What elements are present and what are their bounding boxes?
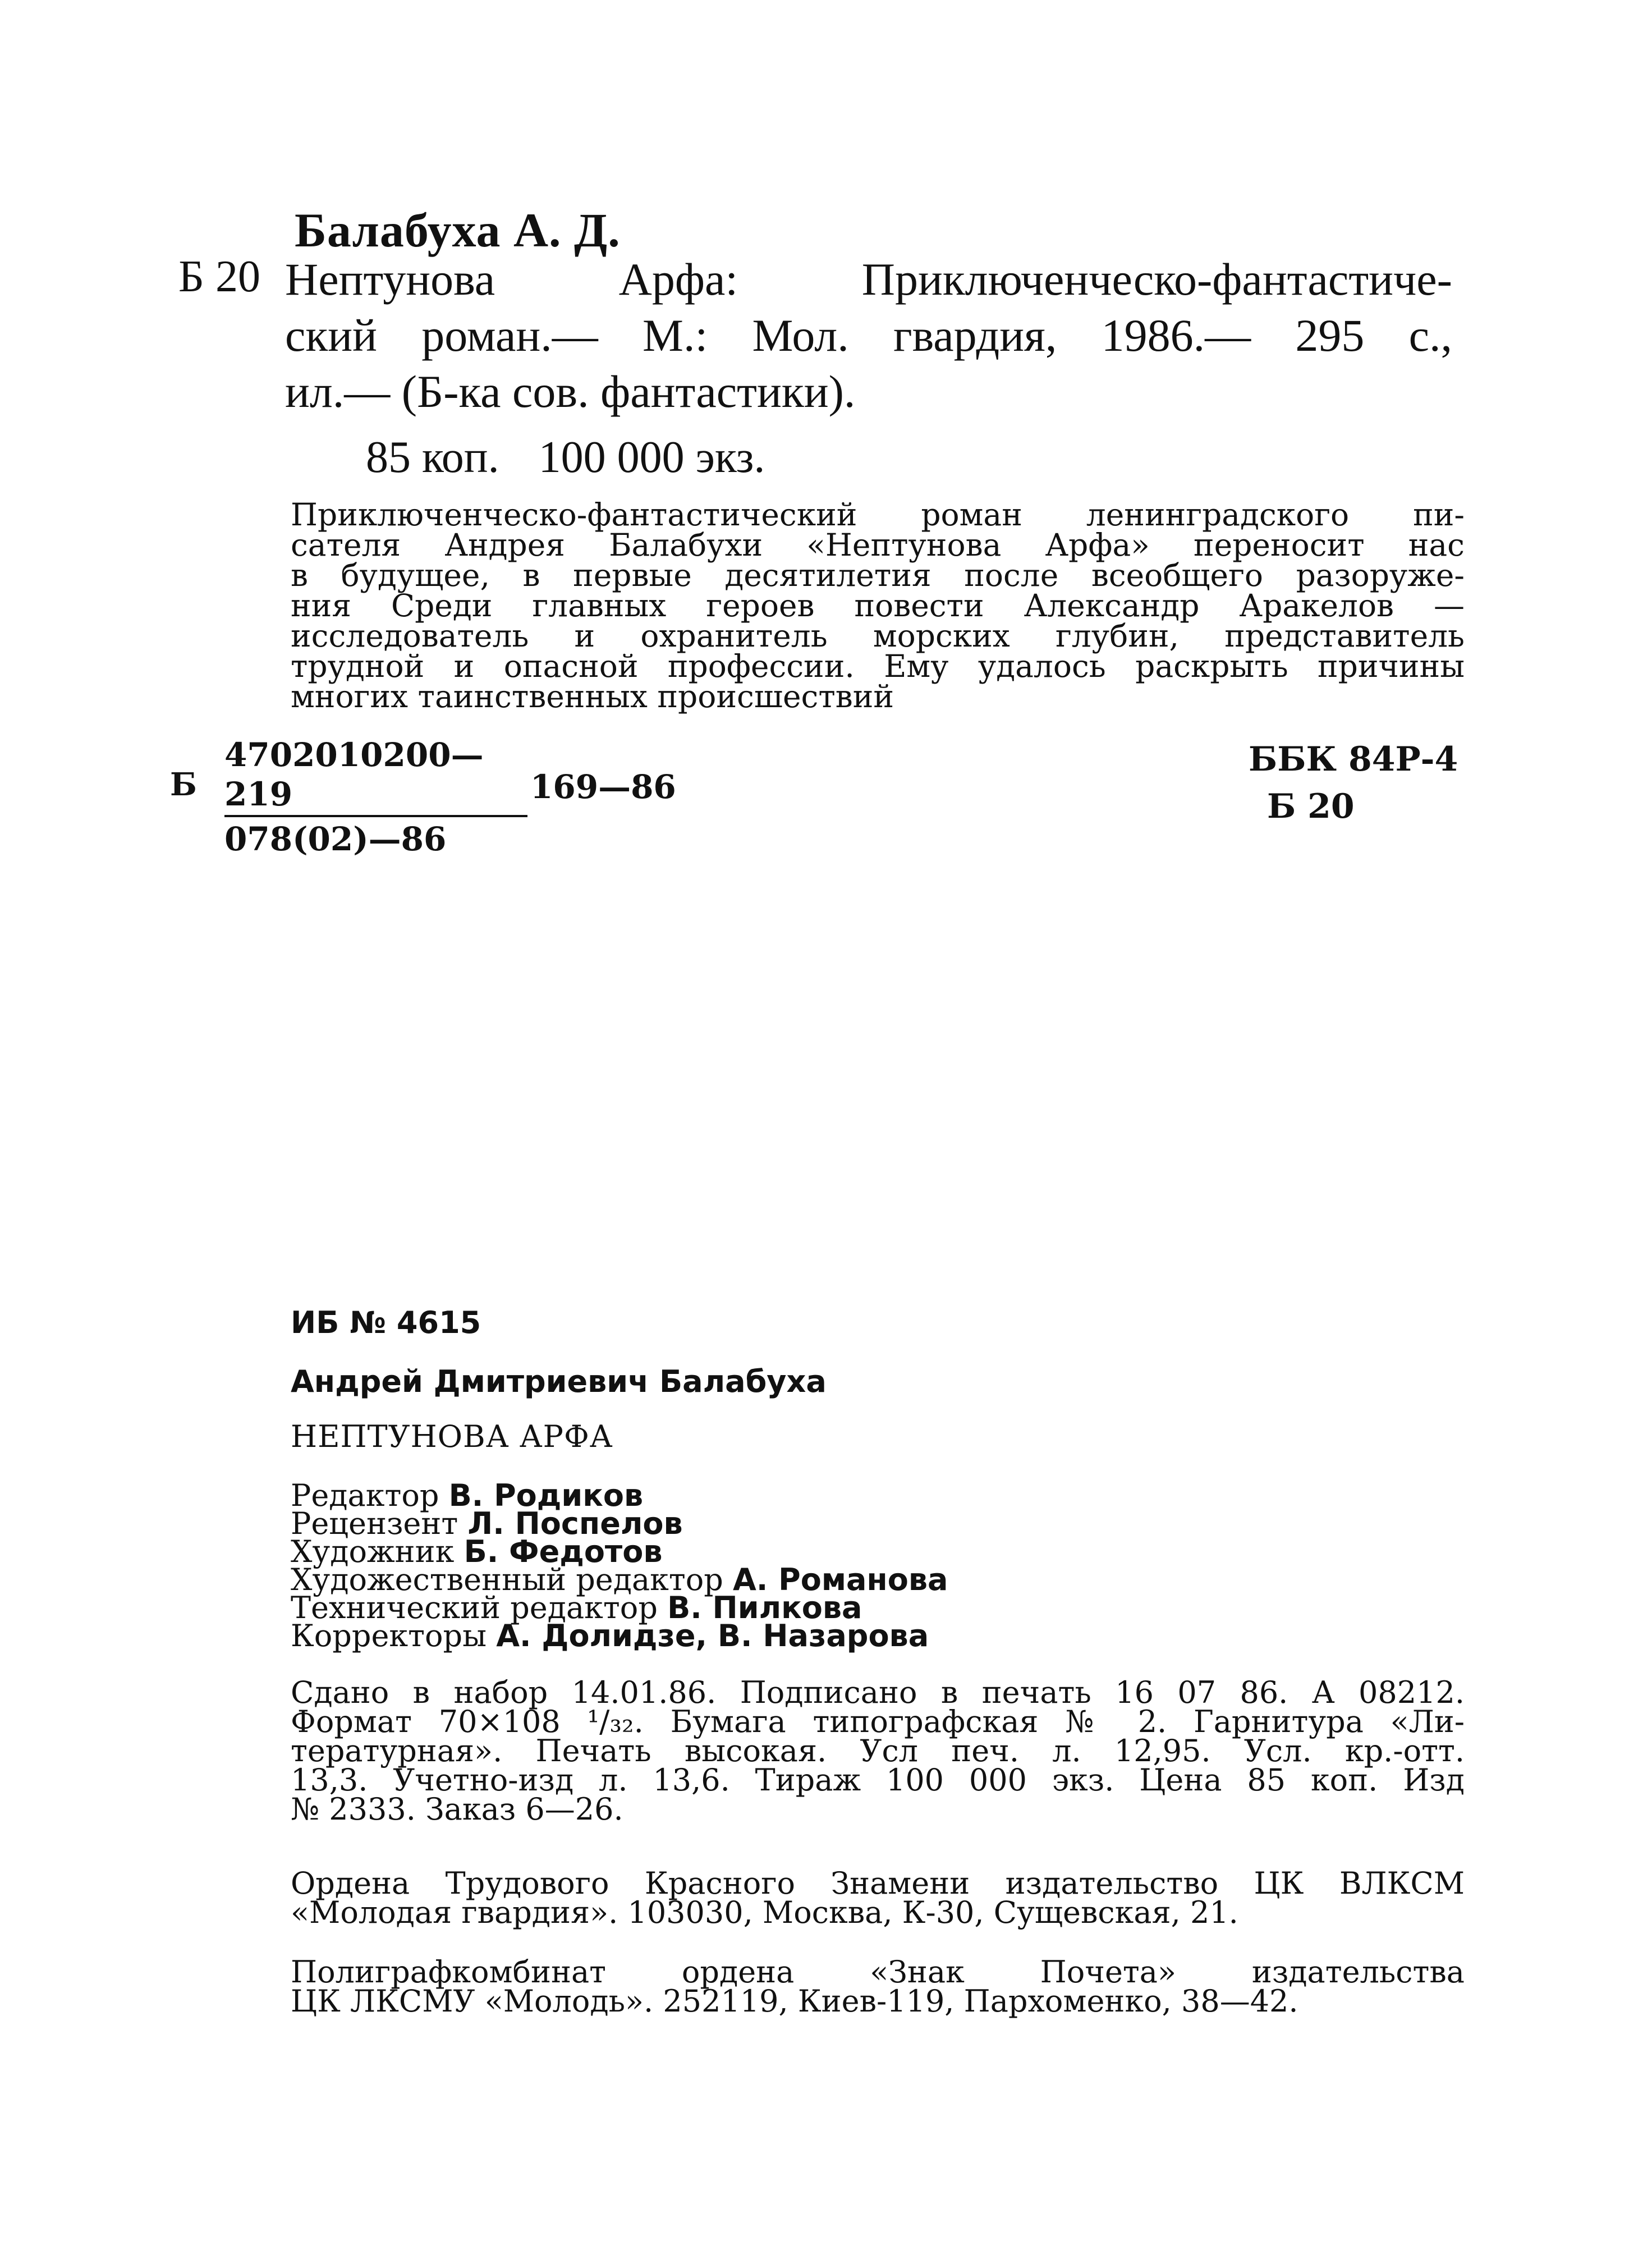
- credit-role: Корректоры: [291, 1618, 487, 1653]
- credit-role: Художник: [291, 1534, 455, 1569]
- annotation-line: в будущее, в первые десятилетия после всеобщего разоруже-: [291, 557, 1465, 593]
- production-line: 13,3. Учетно-изд л. 13,6. Тираж 100 000 экз. Цена 85 коп. Изд: [291, 1762, 1465, 1798]
- credit-name: Б. Федотов: [464, 1534, 663, 1569]
- bbk-index: ББК 84Р-4: [1249, 740, 1458, 779]
- classification-code: 169—86: [530, 768, 676, 806]
- credit-role: Редактор: [291, 1478, 439, 1513]
- credit-name: Л. Поспелов: [467, 1506, 683, 1541]
- credit-role: Технический редактор: [291, 1590, 658, 1625]
- annotation-line: трудной и опасной профессии. Ему удалось раскрыть причины: [291, 648, 1465, 684]
- credits-list: [291, 1478, 948, 1653]
- card-description-line: ский роман.— М.: Мол. гвардия, 1986.— 295 с.,: [285, 310, 1452, 361]
- publisher-details: [291, 1866, 1465, 1930]
- printer-line: Полиграфкомбинат ордена «Знак Почета» издательства: [291, 1954, 1465, 1990]
- card-print-run: 100 000 экз.: [538, 433, 765, 482]
- annotation: [291, 497, 1465, 714]
- annotation-line: многих таинственных происшествий: [291, 679, 894, 714]
- card-classification-code: Б 20: [178, 252, 260, 301]
- printer-line: ЦК ЛКСМУ «Молодь». 252119, Киев-119, Пархоменко, 38—42.: [291, 1983, 1298, 2019]
- annotation-line: ния Среди главных героев повести Александр Аракелов —: [291, 588, 1465, 624]
- credit-role: Рецензент: [291, 1506, 458, 1541]
- publisher-line: Ордена Трудового Красного Знамени издательство ЦК ВЛКСМ: [291, 1866, 1465, 1901]
- production-line: Формат 70×108 ¹/₃₂. Бумага типографская № 2. Гарнитура «Ли-: [291, 1704, 1465, 1739]
- bbk-author-code: Б 20: [1267, 787, 1355, 826]
- credit-name: А. Романова: [733, 1562, 948, 1597]
- annotation-line: Приключенческо-фантастический роман ленинградского пи-: [291, 497, 1465, 533]
- classification-fraction: [224, 735, 527, 859]
- production-line: № 2333. Заказ 6—26.: [291, 1792, 623, 1827]
- card-price: 85 коп.: [366, 433, 499, 482]
- card-description-line: ил.— (Б-ка сов. фантастики).: [285, 366, 856, 417]
- credit-role: Художественный редактор: [291, 1562, 723, 1597]
- credit-name: А. Долидзе, В. Назарова: [496, 1618, 929, 1653]
- classification-denominator: 078(02)—86: [224, 820, 447, 858]
- card-price-row: [366, 432, 765, 483]
- imprint-title: НЕПТУНОВА АРФА: [291, 1419, 613, 1454]
- production-line: тературная». Печать высокая. Усл печ. л. 12,95. Усл. кр.-отт.: [291, 1733, 1465, 1768]
- credit-name: В. Пилкова: [667, 1590, 862, 1625]
- annotation-line: исследователь и охранитель морских глубин, представитель: [291, 618, 1465, 654]
- ib-number: ИБ № 4615: [291, 1305, 481, 1340]
- card-description-line: Нептунова Арфа: Приключенческо-фантастиче-: [285, 254, 1452, 305]
- imprint-author: Андрей Дмитриевич Балабуха: [291, 1364, 827, 1399]
- classification-letter: Б: [170, 766, 197, 803]
- classification-numerator: 4702010200—219: [224, 735, 527, 817]
- production-details: [291, 1675, 1465, 1827]
- production-line: Сдано в набор 14.01.86. Подписано в печать 16 07 86. А 08212.: [291, 1675, 1465, 1710]
- printer-details: [291, 1954, 1465, 2019]
- annotation-line: сателя Андрея Балабухи «Нептунова Арфа» переносит нас: [291, 527, 1465, 563]
- card-author: Балабуха А. Д.: [295, 203, 621, 257]
- publisher-line: «Молодая гвардия». 103030, Москва, К-30, Сущевская, 21.: [291, 1895, 1238, 1930]
- credit-row: [291, 1618, 948, 1653]
- credit-name: В. Родиков: [448, 1478, 644, 1513]
